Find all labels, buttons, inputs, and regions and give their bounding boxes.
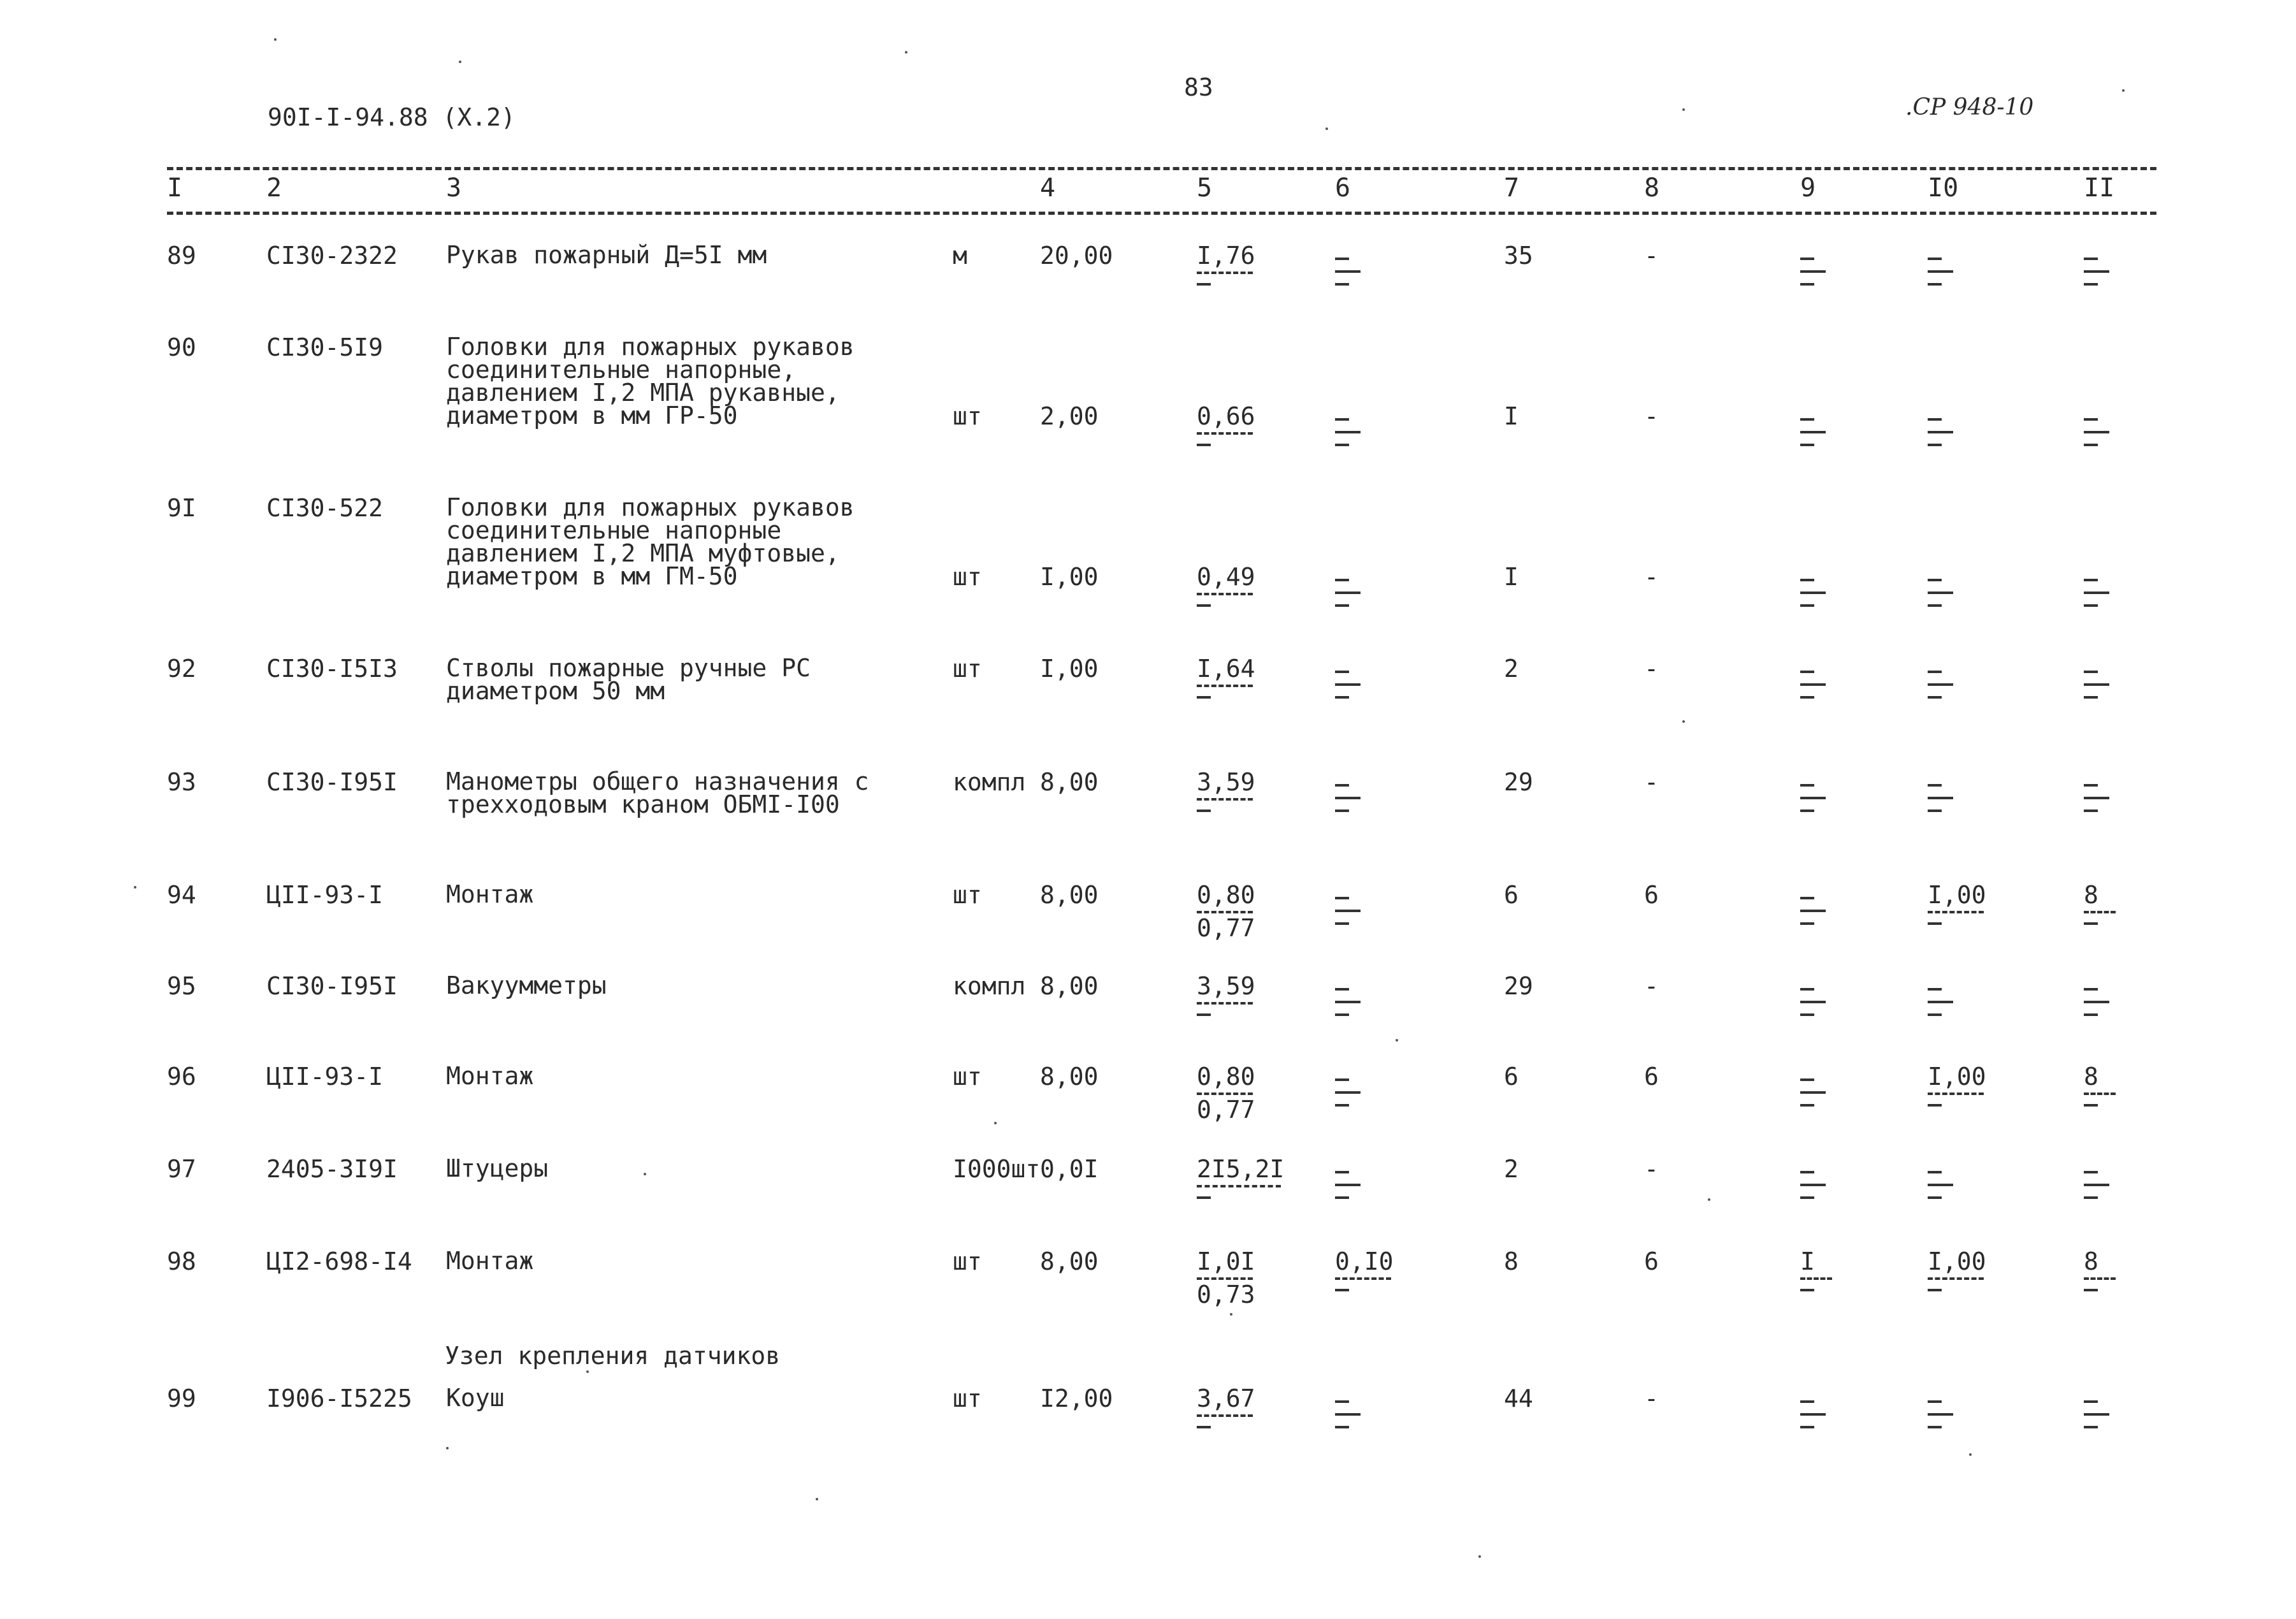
- column-10-value: [1928, 258, 1956, 286]
- row-number: 94: [167, 881, 196, 909]
- column-8-value: -: [1644, 768, 1659, 796]
- scan-speck: [1682, 720, 1685, 723]
- item-description: Монтаж: [446, 1062, 534, 1090]
- column-5-bottom: 0,73: [1197, 1281, 1255, 1309]
- column-6-value: [1335, 784, 1363, 812]
- column-5-fraction-rule: [1197, 593, 1253, 595]
- item-description: Коуш: [446, 1384, 505, 1412]
- section-title: Узел крепления датчиков: [445, 1342, 781, 1370]
- column-5-fraction-rule: [1197, 272, 1253, 274]
- column-5-value: [1197, 1386, 1255, 1428]
- column-5-bottom: 0,77: [1197, 1096, 1255, 1124]
- column-8-value: -: [1644, 1384, 1659, 1412]
- quantity: 8,00: [1040, 972, 1099, 1000]
- price-code: CI30-I5I3: [266, 655, 398, 683]
- scan-speck: [994, 1122, 997, 1124]
- price-code: I906-I5225: [266, 1384, 412, 1412]
- column-11-value: [2084, 1064, 2116, 1109]
- column-10-value-fraction-rule: [1928, 1093, 1984, 1095]
- column-11-value: [2084, 784, 2112, 812]
- row-number: 98: [167, 1247, 196, 1275]
- column-5-value: [1197, 1249, 1255, 1307]
- column-11-value: [2084, 671, 2112, 699]
- unit: компл: [953, 768, 1026, 796]
- column-5-bottom: [1197, 1196, 1211, 1199]
- quantity: 2,00: [1040, 402, 1099, 430]
- scan-speck: [1708, 1198, 1710, 1201]
- column-11-value: [2084, 418, 2112, 446]
- quantity: 20,00: [1040, 242, 1113, 270]
- scan-speck: [1325, 127, 1328, 130]
- column-10-value-fraction-rule: [1928, 911, 1984, 913]
- column-5-fraction-rule: [1197, 1002, 1253, 1005]
- column-9-value: [1800, 1078, 1828, 1107]
- column-7-value: 2: [1504, 655, 1519, 683]
- column-number-11: II: [2084, 173, 2115, 203]
- column-6-value: [1335, 897, 1363, 925]
- scan-speck: [644, 1173, 646, 1175]
- quantity: I2,00: [1040, 1384, 1113, 1412]
- column-7-value: 6: [1504, 881, 1519, 909]
- unit: шт: [953, 655, 982, 683]
- column-11-value-fraction-rule: [2084, 911, 2116, 913]
- column-8-value: -: [1644, 563, 1659, 591]
- column-5-value: [1197, 1157, 1284, 1199]
- price-code: CI30-I95I: [266, 972, 398, 1000]
- column-10-value: [1928, 579, 1956, 607]
- column-7-value: 35: [1504, 242, 1533, 270]
- column-5-value: [1197, 1064, 1255, 1122]
- header-bottom-rule: [167, 212, 2156, 215]
- price-code: ЦII-93-I: [266, 881, 384, 909]
- column-5-top: 0,66: [1197, 402, 1255, 430]
- column-5-bottom: [1197, 1013, 1211, 1016]
- column-number-8: 8: [1644, 173, 1660, 203]
- row-number: 97: [167, 1155, 196, 1183]
- column-7-value: I: [1504, 563, 1519, 591]
- column-6-value: [1335, 671, 1363, 699]
- column-10-value: [1928, 883, 1986, 927]
- column-10-value-value: I,00: [1928, 881, 1986, 909]
- unit: шт: [953, 1063, 982, 1091]
- column-5-bottom: [1197, 1426, 1211, 1428]
- item-description: Рукав пожарный Д=5I мм: [446, 241, 767, 269]
- quantity: 8,00: [1040, 1247, 1099, 1275]
- column-10-value: [1928, 784, 1956, 812]
- column-6-value: [1335, 1078, 1363, 1107]
- column-11-value: [2084, 1249, 2116, 1294]
- row-number: 95: [167, 972, 196, 1000]
- column-5-fraction-rule: [1197, 685, 1253, 687]
- column-9-value: [1800, 1249, 1832, 1294]
- column-7-value: 8: [1504, 1247, 1519, 1275]
- column-number-4: 4: [1040, 173, 1056, 203]
- column-8-value: -: [1644, 402, 1659, 430]
- column-11-value-value: 8: [2084, 1063, 2098, 1091]
- column-9-value: [1800, 1400, 1828, 1428]
- column-7-value: 2: [1504, 1155, 1519, 1183]
- column-number-3: 3: [446, 173, 462, 203]
- quantity: I,00: [1040, 655, 1099, 683]
- row-number: 9I: [167, 494, 196, 522]
- column-11-value: [2084, 1400, 2112, 1428]
- column-10-value: [1928, 1249, 1986, 1294]
- column-5-value: [1197, 404, 1255, 446]
- column-11-value: [2084, 579, 2112, 607]
- price-code: CI30-I95I: [266, 768, 398, 796]
- column-11-value: [2084, 883, 2116, 927]
- column-6-value: [1335, 1249, 1394, 1294]
- column-5-bottom: [1197, 444, 1211, 446]
- scan-speck: [1230, 1313, 1232, 1316]
- unit: шт: [953, 1247, 982, 1275]
- column-5-fraction-rule: [1197, 1185, 1281, 1187]
- quantity: 8,00: [1040, 768, 1099, 796]
- column-8-value: -: [1644, 972, 1659, 1000]
- scan-speck: [274, 38, 277, 41]
- column-5-fraction-rule: [1197, 432, 1253, 435]
- column-5-fraction-rule: [1197, 911, 1253, 913]
- column-5-value: [1197, 770, 1255, 812]
- column-9-value-value: I: [1800, 1247, 1815, 1275]
- column-5-top: 3,59: [1197, 972, 1255, 1000]
- column-7-value: 6: [1504, 1063, 1519, 1091]
- column-5-top: 0,49: [1197, 563, 1255, 591]
- price-code: CI30-522: [266, 494, 384, 522]
- column-5-bottom: 0,77: [1197, 914, 1255, 942]
- unit: шт: [953, 881, 982, 909]
- column-10-value: [1928, 671, 1956, 699]
- column-9-value: [1800, 1171, 1828, 1199]
- column-10-value: [1928, 988, 1956, 1016]
- column-5-top: I,76: [1197, 242, 1255, 270]
- document-code: 90I-I-94.88 (X.2): [268, 103, 516, 131]
- column-11-value: [2084, 988, 2112, 1016]
- unit: м: [953, 242, 967, 270]
- column-6-value: [1335, 988, 1363, 1016]
- column-number-5: 5: [1197, 173, 1213, 203]
- archive-stamp: .CP 948-10: [1905, 94, 2034, 120]
- row-number: 96: [167, 1063, 196, 1091]
- column-5-fraction-rule: [1197, 1277, 1253, 1280]
- column-9-value: [1800, 988, 1828, 1016]
- column-9-value: [1800, 418, 1828, 446]
- column-7-value: 44: [1504, 1384, 1533, 1412]
- column-9-value: [1800, 897, 1828, 925]
- header-top-rule: [167, 167, 2156, 170]
- column-5-fraction-rule: [1197, 798, 1253, 801]
- column-5-top: 2I5,2I: [1197, 1155, 1285, 1183]
- column-5-top: 0,80: [1197, 881, 1255, 909]
- unit: компл: [953, 972, 1026, 1000]
- column-7-value: 29: [1504, 972, 1533, 1000]
- quantity: 8,00: [1040, 881, 1099, 909]
- price-code: CI30-2322: [266, 242, 398, 270]
- column-5-value: [1197, 243, 1255, 286]
- column-5-bottom: [1197, 604, 1211, 607]
- column-11-value-value: 8: [2084, 1247, 2098, 1275]
- column-10-value-value: I,00: [1928, 1247, 1986, 1275]
- unit: I000шт: [953, 1155, 1041, 1183]
- item-description: Штуцеры: [446, 1154, 549, 1182]
- column-6-value: [1335, 1171, 1363, 1199]
- item-description: Стволы пожарные ручные PC диаметром 50 мм: [446, 654, 811, 705]
- item-description: Монтаж: [446, 880, 534, 908]
- row-number: 92: [167, 655, 196, 683]
- column-5-fraction-rule: [1197, 1093, 1253, 1095]
- column-5-top: I,64: [1197, 655, 1255, 683]
- column-5-value: [1197, 565, 1255, 607]
- quantity: I,00: [1040, 563, 1099, 591]
- column-9-value-fraction-rule: [1800, 1277, 1832, 1280]
- column-10-value: [1928, 418, 1956, 446]
- column-5-top: 3,67: [1197, 1384, 1255, 1412]
- scan-speck: [459, 61, 461, 63]
- column-9-value: [1800, 671, 1828, 699]
- column-10-value: [1928, 1064, 1986, 1109]
- column-5-top: 0,80: [1197, 1063, 1255, 1091]
- unit: шт: [953, 563, 982, 591]
- scan-speck: [816, 1498, 818, 1500]
- column-8-value: 6: [1644, 881, 1659, 909]
- item-description: Монтаж: [446, 1247, 534, 1275]
- price-code: ЦII-93-I: [266, 1063, 384, 1091]
- column-11-value: [2084, 258, 2112, 286]
- item-description: Головки для пожарных рукавов соединительные напорные давлением I,2 МПА муфтовые, диаметром в мм ГМ-50: [446, 493, 855, 590]
- column-9-value: [1800, 784, 1828, 812]
- column-5-bottom: [1197, 696, 1211, 699]
- column-6-value-fraction-rule: [1335, 1277, 1391, 1280]
- column-number-9: 9: [1800, 173, 1816, 203]
- price-code: ЦI2-698-I4: [266, 1247, 412, 1275]
- column-5-top: I,0I: [1197, 1247, 1255, 1275]
- column-10-value-value: I,00: [1928, 1063, 1986, 1091]
- column-11-value-fraction-rule: [2084, 1093, 2116, 1095]
- column-5-bottom: [1197, 283, 1211, 286]
- scan-speck: [1478, 1555, 1481, 1558]
- scan-speck: [586, 1370, 589, 1373]
- column-8-value: -: [1644, 655, 1659, 683]
- column-10-value: [1928, 1400, 1956, 1428]
- quantity: 8,00: [1040, 1063, 1099, 1091]
- row-number: 99: [167, 1384, 196, 1412]
- row-number: 89: [167, 242, 196, 270]
- column-5-fraction-rule: [1197, 1414, 1253, 1417]
- column-5-bottom: [1197, 810, 1211, 812]
- column-8-value: -: [1644, 242, 1659, 270]
- column-number-7: 7: [1504, 173, 1520, 203]
- column-7-value: I: [1504, 402, 1519, 430]
- row-number: 90: [167, 333, 196, 361]
- column-11-value-fraction-rule: [2084, 1277, 2116, 1280]
- price-code: CI30-5I9: [266, 333, 384, 361]
- unit: шт: [953, 402, 982, 430]
- column-8-value: -: [1644, 1155, 1659, 1183]
- column-number-10: I0: [1928, 173, 1959, 203]
- column-9-value: [1800, 258, 1828, 286]
- unit: шт: [953, 1384, 982, 1412]
- scan-speck: [1969, 1453, 1972, 1456]
- scan-speck: [905, 51, 907, 54]
- column-7-value: 29: [1504, 768, 1533, 796]
- column-5-top: 3,59: [1197, 768, 1255, 796]
- column-5-value: [1197, 883, 1255, 940]
- column-11-value-value: 8: [2084, 881, 2098, 909]
- scan-speck: [446, 1447, 449, 1449]
- price-code: 2405-3I9I: [266, 1155, 398, 1183]
- page-number: 83: [1184, 73, 1213, 101]
- column-9-value: [1800, 579, 1828, 607]
- scan-speck: [134, 886, 136, 889]
- scan-speck: [2122, 89, 2125, 92]
- column-10-value: [1928, 1171, 1956, 1199]
- column-8-value: 6: [1644, 1247, 1659, 1275]
- column-number-2: 2: [266, 173, 282, 203]
- column-5-value: [1197, 657, 1255, 699]
- scan-speck: [1682, 108, 1685, 111]
- column-10-value-fraction-rule: [1928, 1277, 1984, 1280]
- quantity: 0,0I: [1040, 1155, 1099, 1183]
- scan-speck: [1396, 1039, 1398, 1042]
- column-6-value: [1335, 418, 1363, 446]
- column-6-value-value: 0,I0: [1335, 1247, 1394, 1275]
- row-number: 93: [167, 768, 196, 796]
- column-number-6: 6: [1335, 173, 1351, 203]
- column-6-value: [1335, 258, 1363, 286]
- column-5-value: [1197, 974, 1255, 1016]
- column-8-value: 6: [1644, 1063, 1659, 1091]
- item-description: Вакуумметры: [446, 971, 607, 999]
- item-description: Манометры общего назначения с трехходовым краном ОБМI-I00: [446, 767, 869, 818]
- column-number-1: I: [167, 173, 183, 203]
- column-11-value: [2084, 1171, 2112, 1199]
- column-6-value: [1335, 579, 1363, 607]
- item-description: Головки для пожарных рукавов соединительные напорные, давлением I,2 МПА рукавные, диаметром в мм ГР-50: [446, 333, 855, 430]
- column-6-value: [1335, 1400, 1363, 1428]
